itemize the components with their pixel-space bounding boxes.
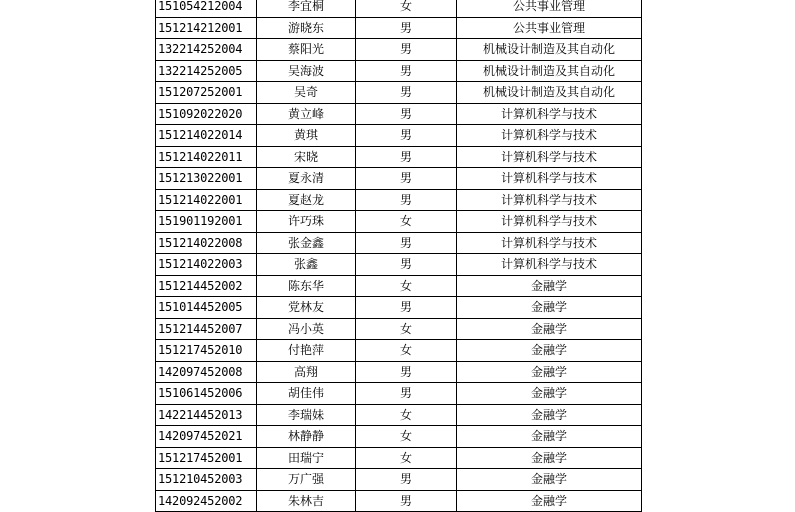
student-gender-cell: 男 — [356, 383, 457, 405]
student-gender-cell: 男 — [356, 168, 457, 190]
student-major-cell: 金融学 — [457, 340, 642, 362]
student-major-cell: 金融学 — [457, 275, 642, 297]
student-gender-cell: 男 — [356, 125, 457, 147]
student-name-cell: 党林友 — [257, 297, 356, 319]
student-gender-cell: 男 — [356, 490, 457, 512]
student-major-cell: 计算机科学与技术 — [457, 103, 642, 125]
student-gender-cell: 女 — [356, 404, 457, 426]
table-row — [156, 103, 642, 125]
table-row — [156, 82, 642, 104]
student-major-cell: 金融学 — [457, 490, 642, 512]
student-major-cell: 金融学 — [457, 469, 642, 491]
student-name-cell: 李宜桐 — [257, 0, 356, 17]
student-major-cell: 金融学 — [457, 361, 642, 383]
student-name-cell: 游晓东 — [257, 17, 356, 39]
table-row — [156, 0, 642, 17]
table-row — [156, 146, 642, 168]
student-name-cell: 许巧珠 — [257, 211, 356, 233]
student-gender-cell: 男 — [356, 297, 457, 319]
student-gender-cell: 女 — [356, 0, 457, 17]
table-row — [156, 361, 642, 383]
student-major-cell: 金融学 — [457, 383, 642, 405]
student-id-cell: 132214252004 — [156, 39, 257, 61]
student-name-cell: 朱林吉 — [257, 490, 356, 512]
table-row — [156, 125, 642, 147]
student-gender-cell: 男 — [356, 361, 457, 383]
student-id-cell: 151092022020 — [156, 103, 257, 125]
table-row — [156, 39, 642, 61]
table-row — [156, 426, 642, 448]
roster-sheet — [155, 0, 642, 512]
table-row — [156, 168, 642, 190]
roster-table-body — [156, 0, 642, 512]
table-row — [156, 189, 642, 211]
student-gender-cell: 女 — [356, 275, 457, 297]
student-name-cell: 夏永清 — [257, 168, 356, 190]
student-gender-cell: 男 — [356, 469, 457, 491]
student-name-cell: 冯小英 — [257, 318, 356, 340]
student-gender-cell: 男 — [356, 39, 457, 61]
student-id-cell: 151214452002 — [156, 275, 257, 297]
student-major-cell: 机械设计制造及其自动化 — [457, 60, 642, 82]
student-name-cell: 夏赵龙 — [257, 189, 356, 211]
student-id-cell: 151210452003 — [156, 469, 257, 491]
student-id-cell: 151213022001 — [156, 168, 257, 190]
student-id-cell: 151054212004 — [156, 0, 257, 17]
table-row — [156, 232, 642, 254]
student-major-cell: 金融学 — [457, 426, 642, 448]
student-name-cell: 林静静 — [257, 426, 356, 448]
student-major-cell: 金融学 — [457, 447, 642, 469]
table-row — [156, 383, 642, 405]
student-id-cell: 151214022014 — [156, 125, 257, 147]
student-gender-cell: 男 — [356, 103, 457, 125]
student-id-cell: 151214022003 — [156, 254, 257, 276]
student-name-cell: 蔡阳光 — [257, 39, 356, 61]
table-row — [156, 211, 642, 233]
student-id-cell: 151014452005 — [156, 297, 257, 319]
student-major-cell: 计算机科学与技术 — [457, 189, 642, 211]
student-id-cell: 142214452013 — [156, 404, 257, 426]
student-major-cell: 计算机科学与技术 — [457, 168, 642, 190]
student-id-cell: 151214212001 — [156, 17, 257, 39]
student-gender-cell: 女 — [356, 340, 457, 362]
student-major-cell: 金融学 — [457, 404, 642, 426]
student-gender-cell: 男 — [356, 17, 457, 39]
student-id-cell: 151214022011 — [156, 146, 257, 168]
student-name-cell: 张金鑫 — [257, 232, 356, 254]
table-row — [156, 447, 642, 469]
table-row — [156, 340, 642, 362]
student-major-cell: 计算机科学与技术 — [457, 232, 642, 254]
table-row — [156, 297, 642, 319]
table-row — [156, 254, 642, 276]
student-name-cell: 李瑞妹 — [257, 404, 356, 426]
student-name-cell: 田瑞宁 — [257, 447, 356, 469]
student-gender-cell: 女 — [356, 447, 457, 469]
student-major-cell: 计算机科学与技术 — [457, 125, 642, 147]
student-id-cell: 151901192001 — [156, 211, 257, 233]
student-major-cell: 金融学 — [457, 297, 642, 319]
student-name-cell: 黄立峰 — [257, 103, 356, 125]
student-gender-cell: 男 — [356, 82, 457, 104]
table-row — [156, 275, 642, 297]
student-id-cell: 151214022008 — [156, 232, 257, 254]
student-major-cell: 机械设计制造及其自动化 — [457, 39, 642, 61]
student-roster-table — [155, 0, 642, 512]
student-gender-cell: 男 — [356, 146, 457, 168]
student-gender-cell: 男 — [356, 60, 457, 82]
student-gender-cell: 男 — [356, 232, 457, 254]
student-major-cell: 计算机科学与技术 — [457, 211, 642, 233]
student-name-cell: 高翔 — [257, 361, 356, 383]
student-major-cell: 公共事业管理 — [457, 17, 642, 39]
student-id-cell: 151061452006 — [156, 383, 257, 405]
student-id-cell: 151214022001 — [156, 189, 257, 211]
student-id-cell: 151214452007 — [156, 318, 257, 340]
student-major-cell: 机械设计制造及其自动化 — [457, 82, 642, 104]
student-name-cell: 陈东华 — [257, 275, 356, 297]
table-row — [156, 469, 642, 491]
student-name-cell: 付艳萍 — [257, 340, 356, 362]
table-row — [156, 60, 642, 82]
student-gender-cell: 男 — [356, 254, 457, 276]
student-gender-cell: 女 — [356, 211, 457, 233]
student-gender-cell: 女 — [356, 318, 457, 340]
student-id-cell: 132214252005 — [156, 60, 257, 82]
student-major-cell: 计算机科学与技术 — [457, 254, 642, 276]
student-id-cell: 151207252001 — [156, 82, 257, 104]
student-major-cell: 计算机科学与技术 — [457, 146, 642, 168]
student-id-cell: 151217452010 — [156, 340, 257, 362]
student-major-cell: 公共事业管理 — [457, 0, 642, 17]
table-row — [156, 17, 642, 39]
student-name-cell: 吴海波 — [257, 60, 356, 82]
student-id-cell: 142097452021 — [156, 426, 257, 448]
student-id-cell: 142092452002 — [156, 490, 257, 512]
student-gender-cell: 女 — [356, 426, 457, 448]
student-name-cell: 张鑫 — [257, 254, 356, 276]
student-name-cell: 黄琪 — [257, 125, 356, 147]
table-row — [156, 318, 642, 340]
student-major-cell: 金融学 — [457, 318, 642, 340]
table-row — [156, 490, 642, 512]
student-id-cell: 142097452008 — [156, 361, 257, 383]
student-name-cell: 胡佳伟 — [257, 383, 356, 405]
student-id-cell: 151217452001 — [156, 447, 257, 469]
student-gender-cell: 男 — [356, 189, 457, 211]
student-name-cell: 吴奇 — [257, 82, 356, 104]
table-row — [156, 404, 642, 426]
student-name-cell: 万广强 — [257, 469, 356, 491]
student-name-cell: 宋晓 — [257, 146, 356, 168]
